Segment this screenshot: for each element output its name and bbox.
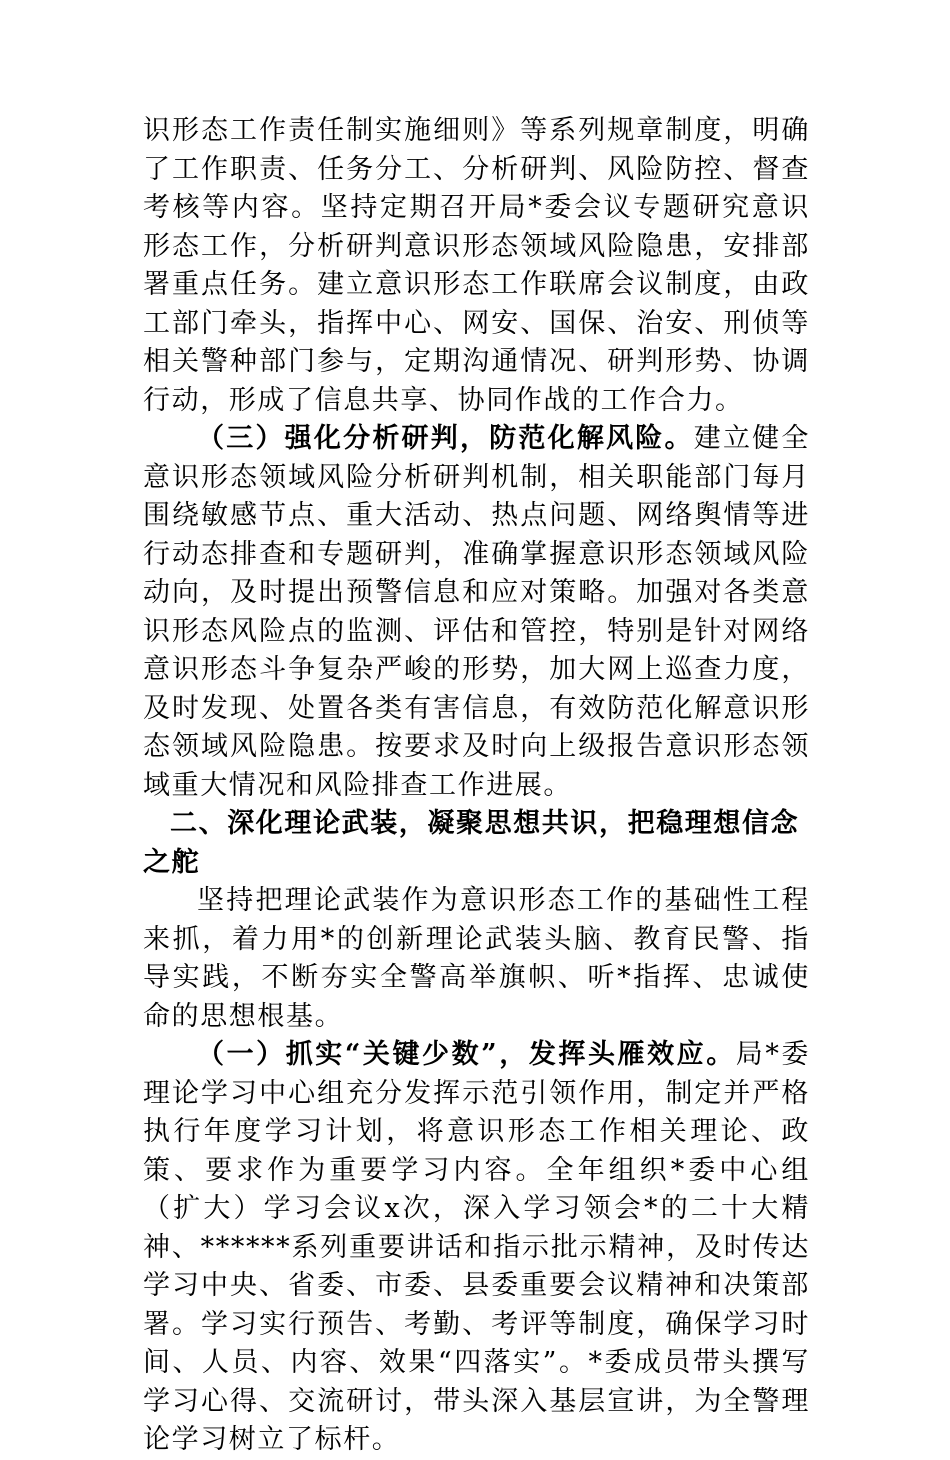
paragraph-text: 建立健全意识形态领域风险分析研判机制，相关职能部门每月围绕敏感节点、重大活动、热点问题、网络舆情等进行动态排查和专题研判，准确掌握意识形态领域风险动向，及时提出预警信息和应对策略。加强对各类意识形态风险点的监测、评估和管控，特别是针对网络意识形态斗争复杂严峻的形势，加大网上巡查力度，及时发现、处置各类有害信息，有效防范化解意识形态领域风险隐患。按要求及时向上级报告意识形态领域重大情况和风险排查工作进展。 [143,423,810,801]
body-paragraph [143,882,810,1036]
paragraph-lead: （三）强化分析研判，防范化解风险。 [197,423,694,454]
body-paragraph [143,1036,810,1460]
section-heading: 二、深化理论武装，凝聚思想共识，把稳理想信念之舵 [143,808,800,878]
paragraph-text: 局*委理论学习中心组充分发挥示范引领作用，制定并严格执行年度学习计划，将意识形态工作相关理论、政策、要求作为重要学习内容。全年组织*委中心组（扩大）学习会议x次，深入学习领会*的二十大精神、******系列重要讲话和指示批示精神，及时传达学习中央、省委、市委、县委重要会议精神和决策部署。学习实行预告、考勤、考评等制度，确保学习时间、人员、内容、效果“四落实”。*委成员带头撰写学习心得、交流研讨，带头深入基层宣讲，为全警理论学习树立了标杆。 [143,1039,810,1455]
paragraph-text: 识形态工作责任制实施细则》等系列规章制度，明确了工作职责、任务分工、分析研判、风险防控、督查考核等内容。坚持定期召开局*委会议专题研究意识形态工作，分析研判意识形态领域风险隐患，安排部署重点任务。建立意识形态工作联席会议制度，由政工部门牵头，指挥中心、网安、国保、治安、刑侦等相关警种部门参与，定期沟通情况、研判形势、协调行动，形成了信息共享、协同作战的工作合力。 [143,115,810,416]
document-page [143,112,810,1460]
paragraph-lead: （一）抓实“关键少数”，发挥头雁效应。 [197,1039,736,1070]
body-paragraph [143,420,810,805]
body-paragraph [143,112,810,420]
paragraph-text: 坚持把理论武装作为意识形态工作的基础性工程来抓，着力用*的创新理论武装头脑、教育民警、指导实践，不断夯实全警高举旗帜、听*指挥、忠诚使命的思想根基。 [143,885,810,1032]
